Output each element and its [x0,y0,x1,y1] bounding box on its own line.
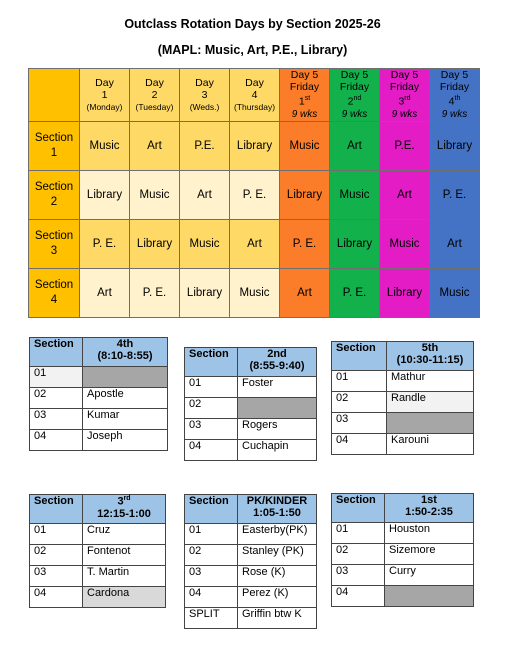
period-header: 2nd (8:55-9:40) [238,348,317,377]
section-number: 02 [185,398,238,419]
section-number: 03 [30,566,83,587]
section-number: 04 [332,434,387,455]
grid-cell: Art [80,269,130,318]
header-friday-1st: Day 5 Friday 1st 9 wks [280,69,330,122]
teacher-name: Perez (K) [238,587,317,608]
section-table-2nd [184,347,317,461]
teacher-name: Rose (K) [238,566,317,587]
header-friday-2nd: Day 5 Friday 2nd 9 wks [330,69,380,122]
grid-cell: Library [80,171,130,220]
grid-cell: Music [280,122,330,171]
section-number: 01 [332,523,385,544]
grid-header-row [29,69,480,122]
grid-cell: Library [430,122,480,171]
section-number: 01 [30,367,83,388]
teacher-name [83,367,168,388]
section-number: 02 [30,545,83,566]
row-label: Section 1 [29,122,80,171]
period-header: 5th (10:30-11:15) [387,342,474,371]
period-header: 4th (8:10-8:55) [83,338,168,367]
teacher-name: Apostle [83,388,168,409]
row-label: Section 4 [29,269,80,318]
teacher-name: Foster [238,377,317,398]
section-number: 03 [30,409,83,430]
grid-corner-cell [29,69,80,122]
header-day-1: Day 1 (Monday) [80,69,130,122]
grid-cell: P. E. [80,220,130,269]
grid-cell: P. E. [230,171,280,220]
grid-row-section-3 [29,220,480,269]
section-number: 03 [332,413,387,434]
grid-cell: P. E. [430,171,480,220]
teacher-name: Kumar [83,409,168,430]
grid-row-section-1 [29,122,480,171]
teacher-name [387,413,474,434]
teacher-name: Cuchapin [238,440,317,461]
grid-row-section-4 [29,269,480,318]
teacher-name: Stanley (PK) [238,545,317,566]
section-header: Section [332,342,387,371]
period-header: PK/KINDER 1:05-1:50 [238,495,317,524]
section-table-3rd [29,494,166,608]
rotation-grid [28,68,480,318]
section-header: Section [332,494,385,523]
section-number: 04 [332,586,385,607]
section-number: 02 [185,545,238,566]
teacher-name: Karouni [387,434,474,455]
teacher-name: Mathur [387,371,474,392]
header-day-4: Day 4 (Thursday) [230,69,280,122]
teacher-name [238,398,317,419]
grid-cell: Art [180,171,230,220]
grid-cell: Music [80,122,130,171]
section-number: 01 [185,524,238,545]
grid-cell: Library [180,269,230,318]
section-number: 02 [332,392,387,413]
page-subtitle: (MAPL: Music, Art, P.E., Library) [157,43,348,57]
header-day-3: Day 3 (Weds.) [180,69,230,122]
grid-cell: Art [330,122,380,171]
section-number: 03 [185,566,238,587]
grid-cell: Music [230,269,280,318]
row-label: Section 2 [29,171,80,220]
period-header: 1st 1:50-2:35 [385,494,474,523]
section-table-1st [331,493,474,607]
section-number: SPLIT [185,608,238,629]
teacher-name: Cruz [83,524,166,545]
section-number: 02 [332,544,385,565]
section-number: 01 [30,524,83,545]
grid-cell: Art [430,220,480,269]
teacher-name: Easterby(PK) [238,524,317,545]
teacher-name: T. Martin [83,566,166,587]
period-header: 3rd 12:15-1:00 [83,495,166,524]
grid-cell: Music [180,220,230,269]
section-table-5th [331,341,474,455]
teacher-name: Rogers [238,419,317,440]
header-friday-3rd: Day 5 Friday 3rd 9 wks [380,69,430,122]
section-number: 03 [332,565,385,586]
grid-cell: P. E. [330,269,380,318]
row-label: Section 3 [29,220,80,269]
teacher-name: Cardona [83,587,166,608]
section-number: 01 [185,377,238,398]
teacher-name: Fontenot [83,545,166,566]
teacher-name: Randle [387,392,474,413]
grid-cell: Art [280,269,330,318]
grid-cell: P. E. [130,269,180,318]
grid-cell: Art [130,122,180,171]
section-number: 02 [30,388,83,409]
section-header: Section [185,495,238,524]
grid-cell: Music [330,171,380,220]
grid-cell: P.E. [380,122,430,171]
grid-cell: Library [130,220,180,269]
grid-cell: Art [380,171,430,220]
header-friday-4th: Day 5 Friday 4th 9 wks [430,69,480,122]
page-title: Outclass Rotation Days by Section 2025-26 [124,17,381,31]
teacher-name [385,586,474,607]
section-number: 04 [30,587,83,608]
section-number: 04 [185,440,238,461]
section-number: 04 [185,587,238,608]
section-table-4th [29,337,168,451]
teacher-name: Curry [385,565,474,586]
grid-row-section-2 [29,171,480,220]
grid-cell: Library [330,220,380,269]
grid-cell: P.E. [180,122,230,171]
section-header: Section [185,348,238,377]
teacher-name: Sizemore [385,544,474,565]
section-number: 04 [30,430,83,451]
teacher-name: Joseph [83,430,168,451]
grid-cell: Music [380,220,430,269]
grid-cell: Art [230,220,280,269]
section-number: 03 [185,419,238,440]
section-number: 01 [332,371,387,392]
grid-cell: Library [280,171,330,220]
teacher-name: Houston [385,523,474,544]
section-header: Section [30,495,83,524]
grid-cell: Library [380,269,430,318]
grid-cell: P. E. [280,220,330,269]
header-day-2: Day 2 (Tuesday) [130,69,180,122]
teacher-name: Griffin btw K [238,608,317,629]
grid-cell: Library [230,122,280,171]
grid-cell: Music [430,269,480,318]
section-header: Section [30,338,83,367]
section-table-pk-kinder [184,494,317,629]
grid-cell: Music [130,171,180,220]
